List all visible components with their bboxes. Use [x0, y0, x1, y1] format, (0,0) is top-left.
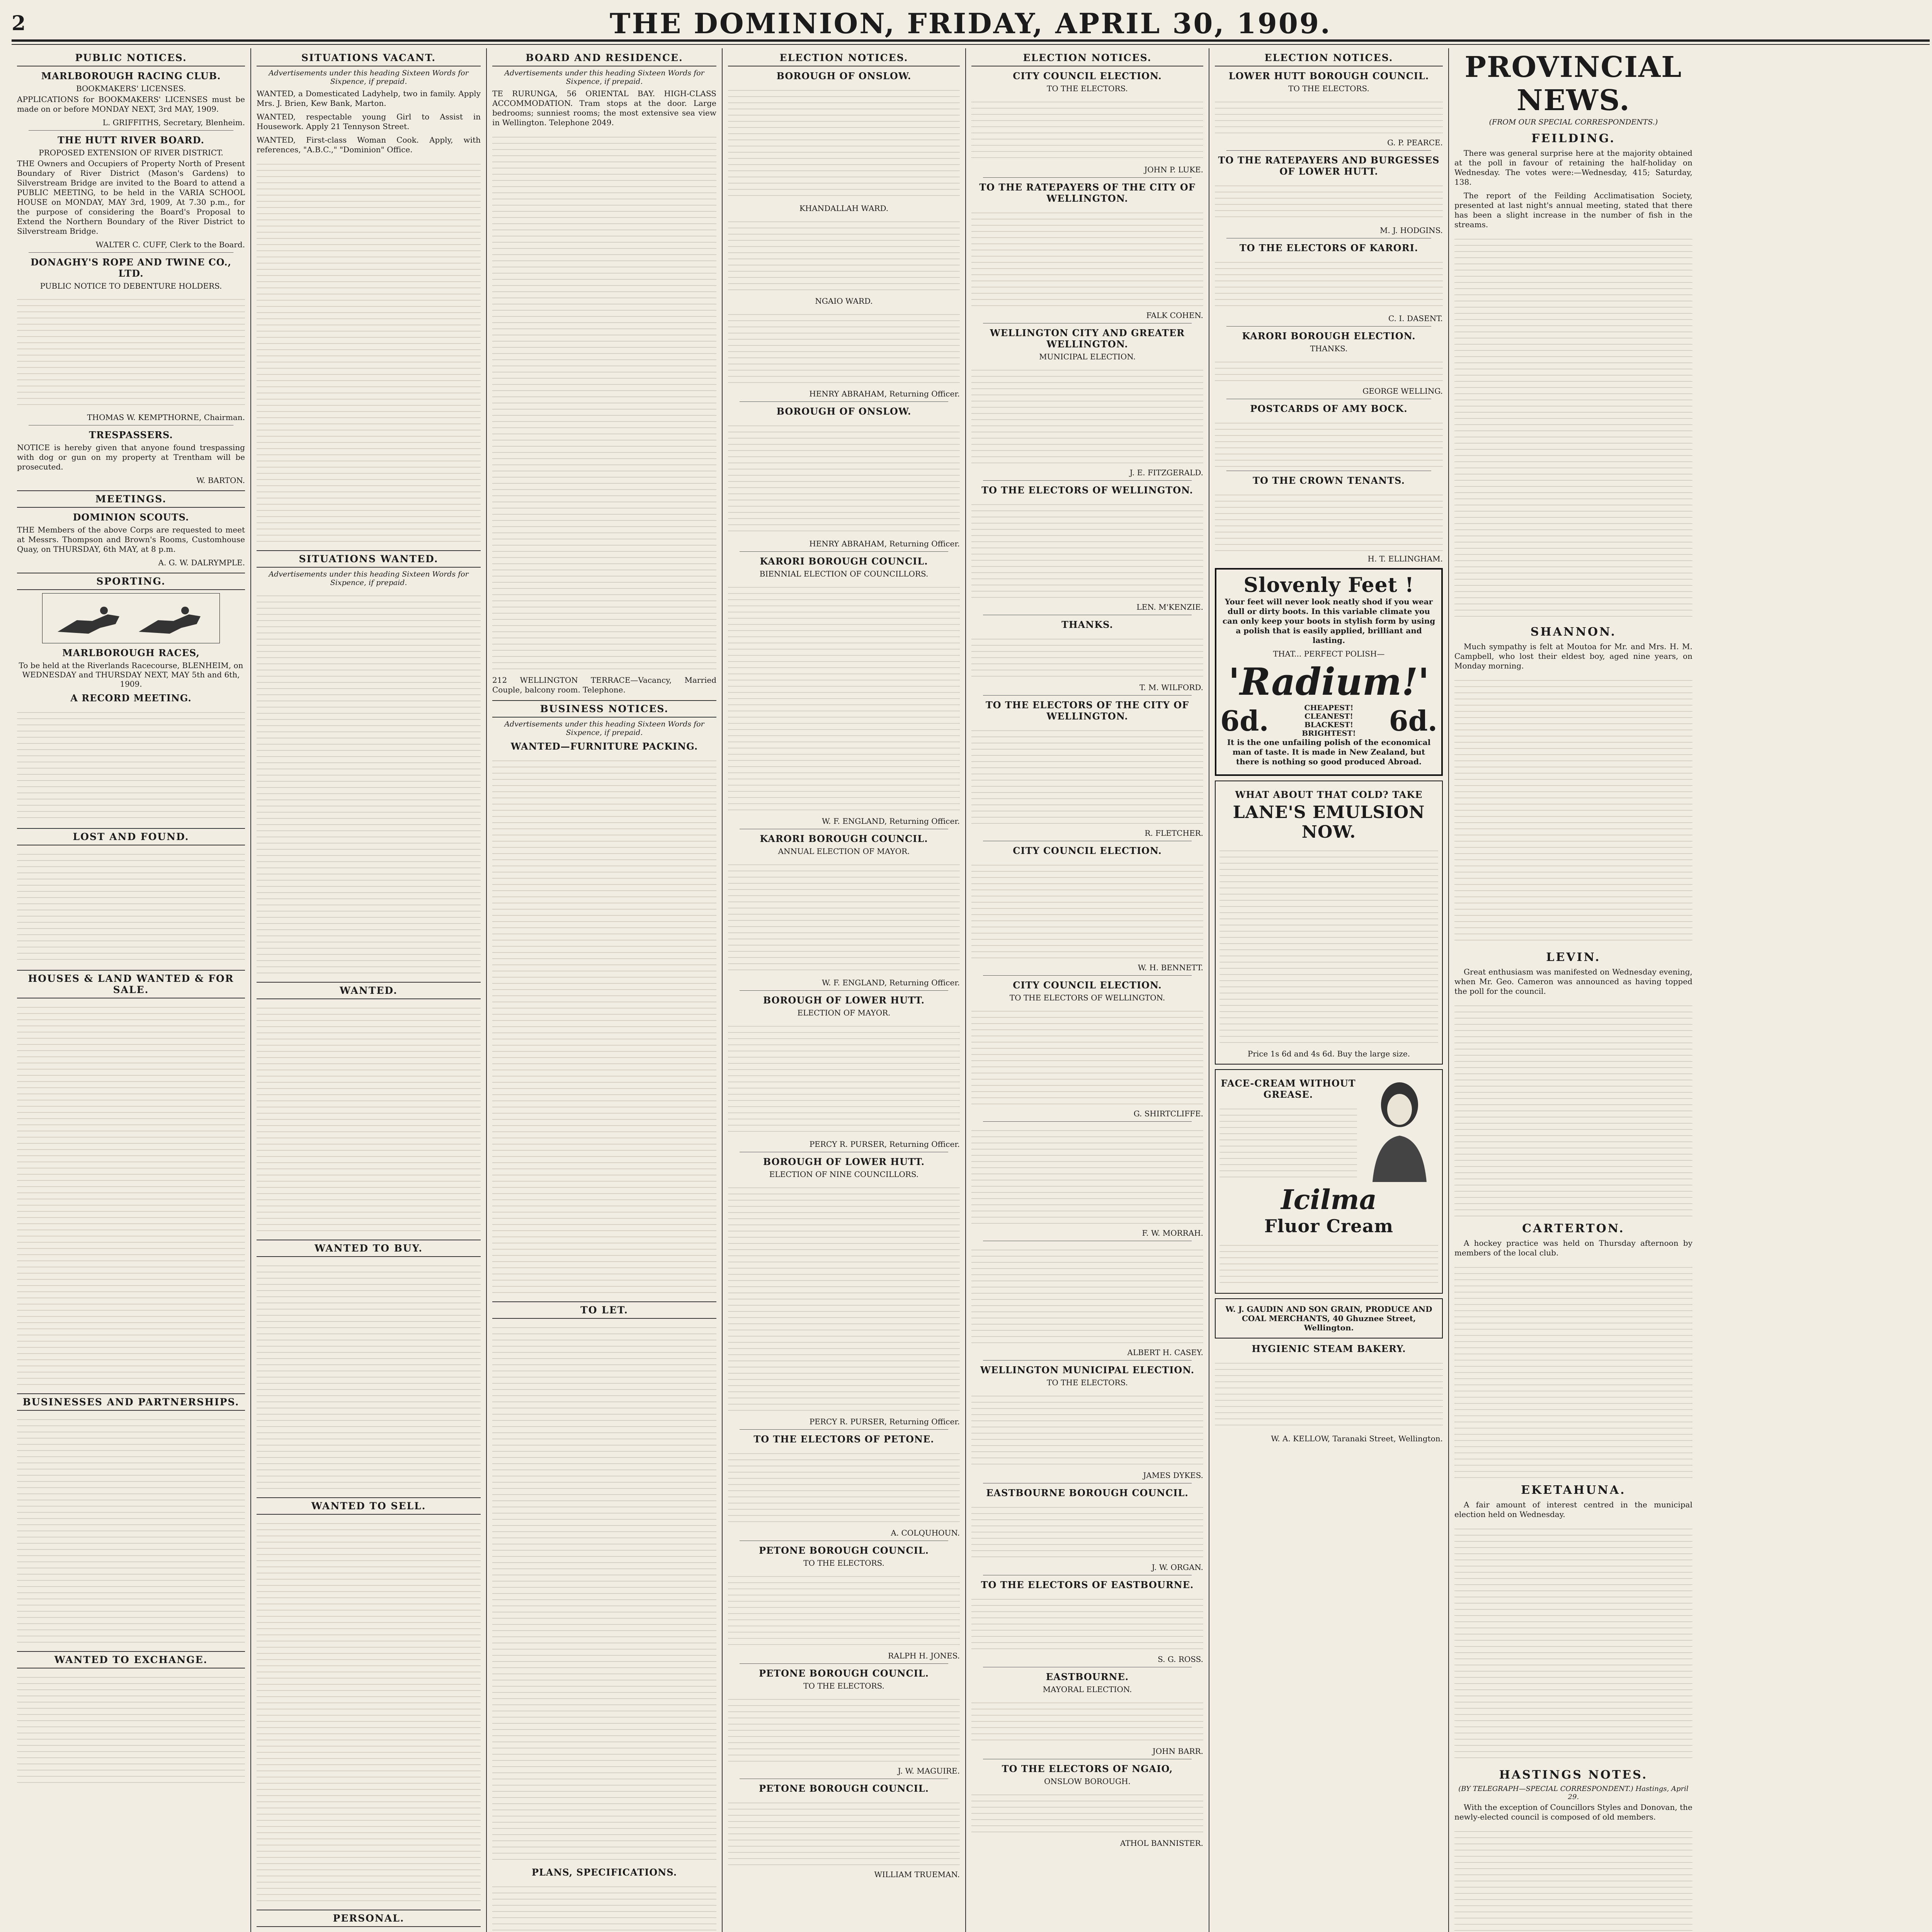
notice-text-block: [971, 499, 1203, 599]
notice-text-block: [728, 1448, 960, 1525]
classified-block: [492, 1881, 716, 1932]
notice-title: TO THE ELECTORS OF KARORI.: [1239, 242, 1418, 253]
notice-text-block: [728, 582, 960, 813]
notice-title: POSTCARDS OF AMY BOCK.: [1250, 403, 1408, 414]
notice-title: BOROUGH OF ONSLOW.: [776, 70, 912, 82]
section-heading: ELECTION NOTICES.: [728, 52, 960, 66]
notice-signature: PERCY R. PURSER, Returning Officer.: [809, 1139, 960, 1149]
icilma-advert: [1215, 1069, 1443, 1294]
price-claims: CHEAPEST! CLEANEST! BLACKEST! BRIGHTEST!: [1302, 704, 1356, 738]
place-heading: SHANNON.: [1530, 625, 1617, 639]
column-situations: [251, 48, 487, 1932]
masthead-title: THE DOMINION, FRIDAY, APRIL 30, 1909.: [609, 7, 1332, 40]
column-election-notices-3: [1209, 48, 1449, 1932]
classified-block: [257, 1002, 481, 1234]
advert-headline: Slovenly Feet !: [1243, 573, 1414, 597]
notice-subtitle: TO THE ELECTORS.: [1047, 1378, 1128, 1387]
notice-signature: HENRY ABRAHAM, Returning Officer.: [809, 389, 960, 398]
notice-title: WELLINGTON CITY AND GREATER WELLINGTON.: [990, 327, 1185, 350]
notice-text-block: [971, 1005, 1203, 1106]
notice-subtitle: TO THE ELECTORS OF WELLINGTON.: [1009, 993, 1165, 1002]
section-heading: ELECTION NOTICES.: [1215, 52, 1443, 66]
notice-title: MARLBOROUGH RACES,: [62, 647, 200, 658]
notice-text-block: [971, 1697, 1203, 1743]
notice-title: KARORI BOROUGH COUNCIL.: [760, 556, 928, 567]
classified-block: [257, 1930, 481, 1932]
column-election-notices-2: [966, 48, 1209, 1932]
racing-illustration: [17, 593, 245, 643]
notice-subtitle: PUBLIC NOTICE TO DEBENTURE HOLDERS.: [40, 281, 222, 291]
notice-signature: JOHN P. LUKE.: [1144, 165, 1203, 174]
notice-text-block: [971, 96, 1203, 162]
article-text-block: [1454, 1000, 1692, 1216]
section-heading: LOST AND FOUND.: [17, 828, 245, 845]
column-public-notices: [12, 48, 251, 1932]
article-text-block: [1454, 1262, 1692, 1478]
notice-text-block: [1215, 356, 1443, 383]
article-paragraph: A fair amount of interest centred in the municipal election held on Wednesday.: [1454, 1500, 1692, 1519]
notice-signature: JAMES DYKES.: [1143, 1471, 1203, 1480]
place-heading: LEVIN.: [1546, 951, 1601, 964]
classified-block: [257, 158, 481, 545]
notice-title: BOROUGH OF LOWER HUTT.: [763, 1156, 925, 1167]
lanes-brand: LANE'S EMULSION NOW.: [1233, 803, 1425, 842]
section-heading: SITUATIONS WANTED.: [257, 550, 481, 568]
section-heading: BUSINESSES AND PARTNERSHIPS.: [17, 1393, 245, 1411]
provincial-news-subtitle: (FROM OUR SPECIAL CORRESPONDENTS.): [1489, 118, 1658, 126]
notice-signature: A. G. W. DALRYMPLE.: [158, 558, 245, 567]
notice-body: APPLICATIONS for BOOKMAKERS' LICENSES must be made on or before MONDAY NEXT, 3rd MAY, 1909.: [17, 95, 245, 114]
masthead-rule: [12, 39, 1930, 42]
notice-title: PETONE BOROUGH COUNCIL.: [759, 1545, 929, 1556]
notice-body: THE Owners and Occupiers of Property North of Present Boundary of River District (Mason's Gardens) to Silverstream Bridge are invited to the Board to attend a PUBLIC MEETING, to be held in the VARIA SCHOOL HOUSE on MONDAY, MAY 3rd, 1909, At 7.30 p.m., for the purpose of considering the Board's Proposal to Extend the Northern Boundary of the River District to Silverstream Bridge.: [17, 159, 245, 236]
place-heading: EKETAHUNA.: [1521, 1483, 1626, 1497]
notice-text-block: [728, 85, 960, 201]
notice-title: TRESPASSERS.: [89, 429, 173, 440]
advert-headline: WHAT ABOUT THAT COLD? TAKE: [1235, 789, 1423, 800]
notice-text-block: [1215, 1357, 1443, 1431]
price-right: 6d.: [1389, 704, 1437, 737]
notice-title: EASTBOURNE.: [1046, 1671, 1129, 1682]
section-heading: WANTED TO EXCHANGE.: [17, 1651, 245, 1668]
radium-brand: 'Radium!': [1228, 660, 1430, 704]
notice-signature: G. P. PEARCE.: [1387, 138, 1443, 147]
notice-title: A RECORD MEETING.: [70, 692, 192, 704]
notice-text-block: [971, 725, 1203, 825]
notice-title: CITY COUNCIL ELECTION.: [1013, 70, 1162, 82]
advert-lead: THAT... PERFECT POLISH—: [1273, 649, 1385, 658]
notice-text-block: [1215, 417, 1443, 468]
section-heading: BOARD AND RESIDENCE.: [492, 52, 716, 66]
lanes-emulsion-advert: [1215, 781, 1443, 1065]
section-heading: HOUSES & LAND WANTED & FOR SALE.: [17, 970, 245, 998]
notice-signature: JOHN BARR.: [1152, 1747, 1203, 1756]
notice-text-block: [17, 1002, 245, 1388]
notice-subtitle: ONSLOW BOROUGH.: [1044, 1777, 1131, 1786]
section-intro: Advertisements under this heading Sixteen Words for Sixpence, if prepaid.: [269, 570, 469, 587]
advert-headline: FACE-CREAM WITHOUT GREASE.: [1221, 1078, 1356, 1100]
notice-title: TO THE ELECTORS OF NGAIO,: [1002, 1763, 1173, 1774]
classified-ad: WANTED, a Domesticated Ladyhelp, two in family. Apply Mrs. J. Brien, Kew Bank, Marton.: [257, 89, 481, 108]
price-left: 6d.: [1220, 704, 1269, 737]
notice-title: EASTBOURNE BOROUGH COUNCIL.: [986, 1487, 1189, 1498]
notice-signature: HENRY ABRAHAM, Returning Officer.: [809, 539, 960, 548]
notice-text-block: [1215, 257, 1443, 311]
advert-footer: It is the one unfailing polish of the economical man of taste. It is made in New Zealand, but there is nothing so good produced Abroad.: [1227, 738, 1431, 766]
article-text-block: [1454, 1826, 1692, 1932]
columns: [12, 48, 1930, 1932]
notice-signature: W. A. KELLOW, Taranaki Street, Wellington.: [1271, 1434, 1443, 1443]
notice-text-block: [728, 859, 960, 975]
notice-text-block: [728, 1797, 960, 1867]
place-heading: HASTINGS NOTES.: [1499, 1768, 1648, 1782]
notice-signature: M. J. HODGINS.: [1380, 226, 1443, 235]
notice-title: TO THE ELECTORS OF EASTBOURNE.: [981, 1579, 1194, 1590]
price-row: [1220, 704, 1437, 738]
column-board-residence: [487, 48, 723, 1932]
notice-text-block: [17, 1672, 245, 1787]
section-intro: Advertisements under this heading Sixteen Words for Sixpence, if prepaid.: [504, 69, 704, 86]
notice-signature: W. F. ENGLAND, Returning Officer.: [821, 978, 960, 987]
notice-subtitle: BOOKMAKERS' LICENSES.: [76, 84, 186, 93]
masthead: [12, 8, 1930, 39]
notice-text-block: [971, 1594, 1203, 1651]
notice-signature: FALK COHEN.: [1146, 311, 1203, 320]
notice-text-block: [728, 1182, 960, 1414]
article-paragraph: Great enthusiasm was manifested on Wednesday evening, when Mr. Geo. Cameron was announced as having topped the poll for the council.: [1454, 967, 1692, 996]
section-heading: TO LET.: [492, 1301, 716, 1319]
notice-subtitle: ANNUAL ELECTION OF MAYOR.: [778, 847, 910, 856]
notice-title: TO THE CROWN TENANTS.: [1253, 475, 1405, 486]
notice-subtitle: TO THE ELECTORS.: [1288, 84, 1369, 93]
place-heading: CARTERTON.: [1522, 1222, 1625, 1235]
notice-text-block: [971, 859, 1203, 960]
notice-text-block: [971, 1789, 1203, 1835]
notice-signature: G. SHIRTCLIFFE.: [1133, 1109, 1203, 1118]
notice-title: THANKS.: [1061, 619, 1113, 630]
section-heading: ELECTION NOTICES.: [971, 52, 1203, 66]
notice-signature: LEN. M'KENZIE.: [1136, 602, 1203, 612]
notice-text-block: [1215, 180, 1443, 223]
section-intro: Advertisements under this heading Sixteen Words for Sixpence, if prepaid.: [504, 720, 704, 737]
notice-title: PLANS, SPECIFICATIONS.: [531, 1867, 677, 1878]
notice-subtitle: BIENNIAL ELECTION OF COUNCILLORS.: [759, 569, 929, 578]
notice-text-block: [971, 1390, 1203, 1468]
article-paragraph: There was general surprise here at the majority obtained at the poll in favour of retaining the half-holiday on Wednesday. The votes were:—Wednesday, 415; Saturday, 138.: [1454, 148, 1692, 187]
notice-signature: PERCY R. PURSER, Returning Officer.: [809, 1417, 960, 1426]
classified-block: [257, 1260, 481, 1492]
notice-signature: GEORGE WELLING.: [1362, 386, 1443, 396]
masthead-rule-thin: [12, 44, 1930, 45]
section-heading: BUSINESS NOTICES.: [492, 700, 716, 718]
article-text-block: [1454, 675, 1692, 945]
advert-text-block: [1219, 1103, 1357, 1180]
advert-text-block: [1219, 1240, 1438, 1286]
notice-text-block: [971, 633, 1203, 680]
section-heading: SITUATIONS VACANT.: [257, 52, 481, 66]
notice-signature: WALTER C. CUFF, Clerk to the Board.: [95, 240, 245, 249]
notice-signature: L. GRIFFITHS, Secretary, Blenheim.: [102, 118, 245, 127]
article-paragraph: The report of the Feilding Acclimatisation Society, presented at last night's annual meeting, stated that there has been a slight increase in the number of fish in the streams.: [1454, 191, 1692, 229]
notice-signature: W. F. ENGLAND, Returning Officer.: [821, 816, 960, 826]
notice-title: CITY COUNCIL ELECTION.: [1013, 845, 1162, 856]
notice-title: KARORI BOROUGH COUNCIL.: [760, 833, 928, 844]
notice-text-block: [971, 1502, 1203, 1560]
classified-ad: WANTED, respectable young Girl to Assist in Housework. Apply 21 Tennyson Street.: [257, 112, 481, 131]
notice-text-block: [17, 707, 245, 823]
notice-subtitle: MUNICIPAL ELECTION.: [1039, 352, 1136, 361]
notice-signature: R. FLETCHER.: [1145, 828, 1203, 838]
section-heading: WANTED TO BUY.: [257, 1240, 481, 1257]
notice-signature: THOMAS W. KEMPTHORNE, Chairman.: [87, 413, 245, 422]
classified-block: [257, 590, 481, 976]
notice-title: CITY COUNCIL ELECTION.: [1013, 980, 1162, 991]
gaudin-advert: [1215, 1298, 1443, 1338]
provincial-news-title: PROVINCIAL NEWS.: [1464, 51, 1682, 117]
notice-body: THE Members of the above Corps are requested to meet at Messrs. Thompson and Brown's Rooms, Customhouse Quay, on THURSDAY, 6th MAY, at 8 p.m.: [17, 525, 245, 554]
notice-text-block: [1215, 489, 1443, 551]
notice-title: TO THE ELECTORS OF THE CITY OF WELLINGTON.: [985, 699, 1189, 722]
notice-signature: RALPH H. JONES.: [888, 1651, 960, 1660]
notice-title: TO THE ELECTORS OF WELLINGTON.: [981, 485, 1193, 496]
radium-polish-advert: [1215, 568, 1443, 776]
classified-block: [492, 1322, 716, 1863]
notice-title: HYGIENIC STEAM BAKERY.: [1252, 1343, 1406, 1354]
classified-block: [492, 755, 716, 1296]
advert-body: Your feet will never look neatly shod if you wear dull or dirty boots. In this variable climate you can only keep your boots in stylish form by using a polish that is easily applied, brilliant and lasting.: [1222, 597, 1435, 645]
notice-signature: WILLIAM TRUEMAN.: [874, 1870, 960, 1879]
notice-text-block: [971, 1125, 1203, 1225]
notice-signature: T. M. WILFORD.: [1139, 683, 1203, 692]
section-intro: Advertisements under this heading Sixteen Words for Sixpence, if prepaid.: [269, 69, 469, 86]
notice-text-block: [728, 1694, 960, 1763]
notice-text-block: [971, 364, 1203, 465]
notice-title: BOROUGH OF ONSLOW.: [776, 406, 912, 417]
notice-text-block: [728, 1571, 960, 1648]
notice-text-block: [728, 309, 960, 386]
notice-text-block: [17, 294, 245, 410]
notice-signature: J. W. MAGUIRE.: [898, 1766, 960, 1776]
article-text-block: [1454, 1523, 1692, 1763]
notice-title: MARLBOROUGH RACING CLUB.: [41, 70, 221, 82]
notice-subtitle: ELECTION OF NINE COUNCILLORS.: [769, 1170, 919, 1179]
notice-text-block: [728, 1020, 960, 1136]
notice-signature: ATHOL BANNISTER.: [1120, 1838, 1203, 1848]
notice-title: WELLINGTON MUNICIPAL ELECTION.: [980, 1364, 1195, 1376]
notice-title: BOROUGH OF LOWER HUTT.: [763, 995, 925, 1006]
advert-price: Price 1s 6d and 4s 6d. Buy the large size.: [1247, 1049, 1410, 1058]
notice-title: DONAGHY'S ROPE AND TWINE CO., LTD.: [31, 257, 231, 279]
fluor-cream-label: Fluor Cream: [1264, 1216, 1394, 1236]
article-text-block: [1454, 233, 1692, 620]
notice-signature: S. G. ROSS.: [1158, 1655, 1203, 1664]
column-election-notices-1: [723, 48, 966, 1932]
notice-subtitle: KHANDALLAH WARD.: [799, 204, 889, 213]
notice-body: NOTICE is hereby given that anyone found trespassing with dog or gun on my property at Trentham will be prosecuted.: [17, 443, 245, 471]
notice-text-block: [971, 1244, 1203, 1345]
notice-subtitle: MAYORAL ELECTION.: [1043, 1685, 1132, 1694]
notice-subtitle: To be held at the Riverlands Racecourse, BLENHEIM, on WEDNESDAY and THURSDAY NEXT, MAY 5th and 6th, 1909.: [19, 661, 243, 689]
page-number: 2: [12, 11, 26, 35]
dispatch-line: (BY TELEGRAPH—SPECIAL CORRESPONDENT.) Hastings, April 29.: [1458, 1785, 1689, 1801]
classified-ad: WANTED, First-class Woman Cook. Apply, with references, "A.B.C.," "Dominion" Office.: [257, 135, 481, 154]
notice-title: THE HUTT RIVER BOARD.: [58, 134, 204, 146]
section-heading: WANTED TO SELL.: [257, 1497, 481, 1515]
notice-subtitle: PROPOSED EXTENSION OF RIVER DISTRICT.: [39, 148, 223, 157]
notice-title: PETONE BOROUGH COUNCIL.: [759, 1783, 929, 1794]
classified-block: [257, 1518, 481, 1904]
notice-subtitle: TO THE ELECTORS.: [803, 1681, 884, 1690]
notice-text-block: [17, 849, 245, 964]
article-paragraph: Much sympathy is felt at Moutoa for Mr. and Mrs. H. M. Campbell, who lost their eldest boy, aged nine years, on Monday morning.: [1454, 642, 1692, 670]
notice-signature: A. COLQUHOUN.: [891, 1528, 960, 1537]
notice-subtitle: TO THE ELECTORS.: [1047, 84, 1128, 93]
notice-signature: ALBERT H. CASEY.: [1127, 1348, 1203, 1357]
notice-title: TO THE ELECTORS OF PETONE.: [753, 1434, 934, 1445]
section-heading: MEETINGS.: [17, 490, 245, 508]
notice-signature: W. H. BENNETT.: [1138, 963, 1203, 972]
icilma-brand: Icilma: [1281, 1184, 1377, 1216]
article-paragraph: With the exception of Councillors Styles and Donovan, the newly-elected council is composed of old members.: [1454, 1803, 1692, 1821]
section-heading: PUBLIC NOTICES.: [17, 52, 245, 66]
notice-subtitle: NGAIO WARD.: [815, 296, 873, 306]
notice-title: LOWER HUTT BOROUGH COUNCIL.: [1228, 70, 1429, 82]
classified-ad: TE RURUNGA, 56 ORIENTAL BAY. HIGH-CLASS ACCOMMODATION. Tram stops at the door. Large bedrooms; sunniest rooms; the most extensive sea view in Wellington. Telephone 2049.: [492, 89, 716, 127]
notice-title: KARORI BOROUGH ELECTION.: [1242, 330, 1416, 342]
notice-text-block: [1215, 96, 1443, 135]
notice-title: TO THE RATEPAYERS OF THE CITY OF WELLINGTON.: [979, 182, 1196, 204]
notice-signature: W. BARTON.: [196, 476, 245, 485]
section-heading: WANTED.: [257, 982, 481, 999]
notice-title: TO THE RATEPAYERS AND BURGESSES OF LOWER HUTT.: [1218, 155, 1440, 177]
notice-text-block: [728, 420, 960, 536]
lady-portrait-icon: [1361, 1074, 1438, 1182]
notice-text-block: [728, 216, 960, 293]
notice-text-block: [971, 207, 1203, 308]
notice-signature: C. I. DASENT.: [1388, 314, 1443, 323]
classified-ad: 212 WELLINGTON TERRACE—Vacancy, Married Couple, balcony room. Telephone.: [492, 675, 716, 694]
classified-block: [492, 131, 716, 672]
notice-signature: H. T. ELLINGHAM.: [1367, 554, 1443, 563]
place-heading: FEILDING.: [1531, 132, 1616, 145]
notice-title: WANTED—FURNITURE PACKING.: [510, 741, 698, 752]
notice-subtitle: THANKS.: [1310, 344, 1348, 353]
notice-subtitle: ELECTION OF MAYOR.: [797, 1008, 891, 1017]
section-heading: SPORTING.: [17, 573, 245, 590]
notice-signature: J. W. ORGAN.: [1151, 1563, 1203, 1572]
notice-subtitle: TO THE ELECTORS.: [803, 1558, 884, 1568]
article-paragraph: A hockey practice was held on Thursday afternoon by members of the local club.: [1454, 1238, 1692, 1257]
section-heading: PERSONAL.: [257, 1910, 481, 1927]
advert-text-block: [1219, 845, 1438, 1046]
notice-text-block: [17, 1414, 245, 1646]
advert-headline: W. J. GAUDIN AND SON GRAIN, PRODUCE AND COAL MERCHANTS, 40 Ghuznee Street, Wellington.: [1225, 1304, 1432, 1332]
notice-title: DOMINION SCOUTS.: [73, 512, 189, 523]
notice-signature: F. W. MORRAH.: [1142, 1228, 1203, 1238]
notice-title: PETONE BOROUGH COUNCIL.: [759, 1668, 929, 1679]
notice-signature: J. E. FITZGERALD.: [1129, 468, 1203, 477]
column-provincial-news: [1449, 48, 1698, 1932]
